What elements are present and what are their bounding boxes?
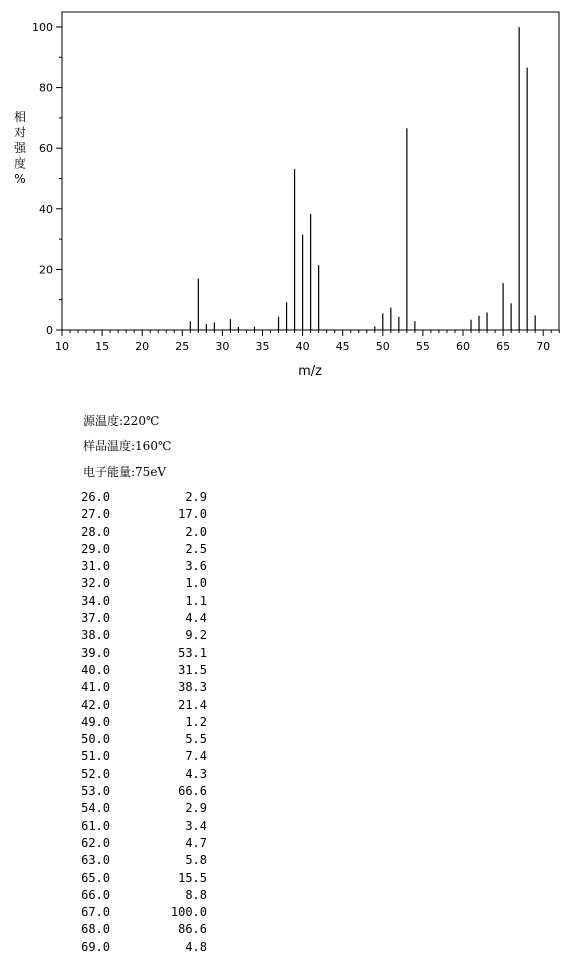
abundance-value: 4.8	[185, 939, 207, 954]
mz-value: 61.0	[81, 818, 110, 833]
abundance-value: 9.2	[185, 628, 207, 643]
abundance-value: 100.0	[170, 905, 207, 920]
abundance-value: 4.3	[185, 766, 207, 781]
table-row	[80, 524, 207, 541]
abundance-value: 31.5	[178, 662, 207, 677]
x-tick-label: 70	[536, 340, 551, 353]
table-row	[80, 610, 207, 627]
mz-value: 34.0	[81, 593, 110, 608]
x-tick-label: 10	[55, 340, 69, 353]
mz-value: 51.0	[81, 749, 110, 764]
mz-value: 38.0	[81, 628, 110, 643]
table-row	[80, 714, 207, 731]
x-axis-label: m/z	[298, 364, 322, 379]
mz-value: 31.0	[81, 559, 110, 574]
mz-value: 27.0	[81, 507, 110, 522]
y-tick-label: 60	[39, 142, 53, 156]
mz-value: 29.0	[81, 541, 110, 556]
abundance-value: 1.1	[185, 593, 207, 608]
mz-value: 63.0	[81, 853, 110, 868]
abundance-value: 2.0	[185, 524, 207, 539]
mz-value: 37.0	[81, 611, 110, 626]
y-axis	[32, 21, 62, 337]
table-row	[80, 748, 207, 765]
table-row	[80, 783, 207, 800]
y-axis-label	[14, 109, 27, 186]
table-row	[80, 800, 207, 817]
table-row	[80, 939, 207, 956]
table-row	[80, 627, 207, 644]
abundance-value: 21.4	[178, 697, 207, 712]
mz-value: 39.0	[81, 645, 110, 660]
table-row	[80, 489, 207, 506]
mz-value: 62.0	[81, 835, 110, 850]
mz-value: 69.0	[81, 939, 110, 954]
abundance-value: 5.5	[185, 732, 207, 747]
x-tick-label: 65	[496, 340, 511, 353]
y-tick-label: 20	[39, 263, 53, 277]
abundance-value: 8.8	[185, 887, 207, 902]
table-row	[80, 506, 207, 523]
electron-energy: 电子能量:75eV	[83, 465, 167, 479]
mz-value: 41.0	[81, 680, 110, 695]
mz-value: 66.0	[81, 887, 110, 902]
abundance-value: 4.4	[185, 611, 207, 626]
abundance-value: 2.9	[185, 801, 207, 816]
abundance-value: 5.8	[185, 853, 207, 868]
table-row	[80, 887, 207, 904]
table-row	[80, 662, 207, 679]
table-row	[80, 904, 207, 921]
abundance-value: 15.5	[178, 870, 207, 885]
x-tick-label: 45	[335, 340, 350, 353]
abundance-value: 2.9	[185, 490, 207, 504]
table-row	[80, 731, 207, 748]
mz-value: 52.0	[81, 766, 110, 781]
mz-value: 50.0	[81, 732, 110, 747]
mz-value: 42.0	[81, 697, 110, 712]
x-tick-label: 15	[95, 340, 110, 353]
abundance-value: 38.3	[178, 680, 207, 695]
table-row	[80, 679, 207, 696]
mz-value: 65.0	[81, 870, 110, 885]
abundance-value: 4.7	[185, 835, 207, 850]
abundance-value: 7.4	[185, 749, 207, 764]
abundance-value: 53.1	[178, 645, 207, 660]
mass-spectrum-chart	[0, 0, 570, 385]
abundance-value: 86.6	[178, 922, 207, 937]
mz-value: 32.0	[81, 576, 110, 591]
mz-value: 53.0	[81, 784, 110, 799]
y-tick-label: 0	[46, 324, 53, 337]
mz-value: 40.0	[81, 662, 110, 677]
source-temperature: 源温度:220℃	[83, 414, 160, 428]
mz-value: 68.0	[81, 922, 110, 937]
table-row	[80, 852, 207, 869]
table-row	[80, 697, 207, 714]
mz-value: 67.0	[81, 905, 110, 920]
abundance-value: 17.0	[178, 507, 207, 522]
mz-value: 26.0	[81, 490, 110, 504]
abundance-value: 3.4	[185, 818, 207, 833]
y-tick-label: 40	[39, 202, 53, 216]
abundance-value: 66.6	[178, 784, 207, 799]
x-axis	[55, 330, 559, 353]
x-tick-label: 30	[215, 340, 230, 353]
x-tick-label: 55	[415, 340, 430, 353]
abundance-value: 2.5	[185, 541, 207, 556]
table-row	[80, 766, 207, 783]
mz-value: 28.0	[81, 524, 110, 539]
peak-table	[80, 489, 207, 956]
table-row	[80, 575, 207, 592]
table-row	[80, 921, 207, 938]
mz-value: 49.0	[81, 714, 110, 729]
table-row	[80, 835, 207, 852]
mz-value: 54.0	[81, 801, 110, 816]
x-tick-label: 50	[375, 340, 390, 353]
y-tick-label: 80	[39, 81, 53, 95]
x-tick-label: 35	[255, 340, 270, 353]
table-row	[80, 645, 207, 662]
sample-temperature: 样品温度:160℃	[83, 439, 172, 453]
y-tick-label: 100	[32, 21, 53, 34]
table-row	[80, 541, 207, 558]
abundance-value: 1.2	[185, 714, 207, 729]
table-row	[80, 870, 207, 887]
table-row	[80, 593, 207, 610]
abundance-value: 1.0	[185, 576, 207, 591]
x-tick-label: 60	[456, 340, 470, 353]
x-tick-label: 20	[135, 340, 150, 353]
y-axis-label-text: 相对强度%	[13, 110, 27, 186]
table-row	[80, 818, 207, 835]
x-tick-label: 25	[175, 340, 190, 353]
x-tick-label: 40	[295, 340, 310, 353]
table-row	[80, 558, 207, 575]
abundance-value: 3.6	[185, 559, 207, 574]
spectrum-bars	[190, 27, 535, 330]
